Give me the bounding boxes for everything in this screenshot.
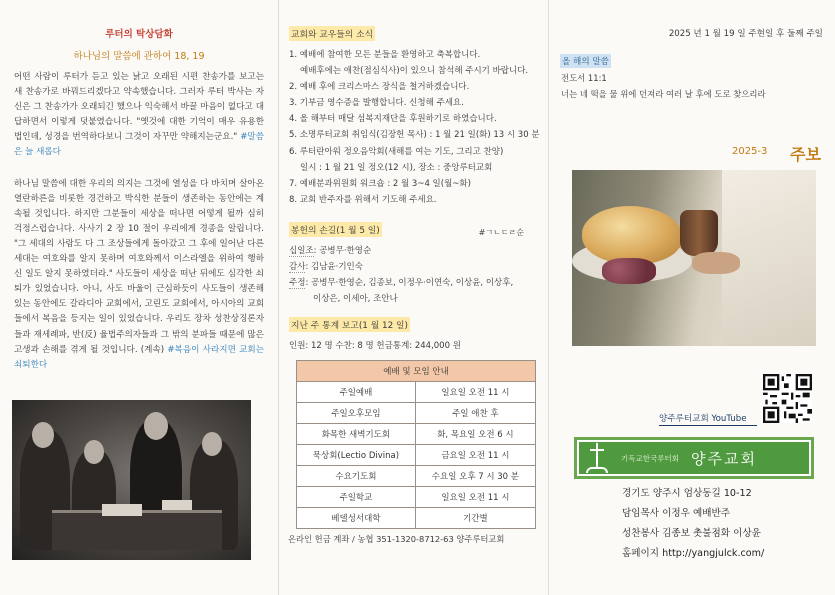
church-name: 양주교회 [690, 449, 757, 468]
schedule-time: 일요일 오전 11 시 [415, 486, 535, 507]
middle-panel [279, 0, 548, 595]
schedule-name: 베델성서대학 [297, 507, 416, 528]
paragraph-2-text: 하나님 말씀에 대한 우리의 의지는 그것에 열성을 다 바치며 살아온 열란하른을 비롯한 경건하고 박식한 분들이 생존하는 동안에는 계속될 것입니다. 하지만 그분들이 세상을 떠나면 어떻게 될까 심히 걱정스럽습니다. 사사기 2 장 10 절이 우리에게 경종을 알립니다. "그 세대의 사람도 다 그 조상들에게 돌아갔고 그 후에 일어난 다른 세대는 여호와를 알지 못하며 여호와께서 이스라엘을 위하여 행하신 일도 알지 못하였더라." 사도들이 세상을 떠난 뒤에도 심각한 쇠퇴가 있었습니다. 아니, 사도 바울이 근심하듯이 사도들이 생존해 있는 동안에도 갈라디아 교회에서, 고린도 교회에서, 아시아의 교회들에서 복음을 등지는 일이 있었습니다. 우리도 장차 성찬상징론자들과 재세례파, 반(反) 율법주의자들과 그 밖의 분파들 때문에 많은 고생과 손해를 겪게 될 것입니다. (계속) [14, 178, 264, 355]
news-title: 교회와 교우들의 소식 [289, 26, 375, 41]
schedule-name: 주일학교 [297, 486, 416, 507]
news-item: 4. 올 해부터 매달 섬복지재단을 후원하기로 하였습니다. [289, 114, 497, 125]
church-address: 경기도 양주시 엄상동길 10-12 [622, 488, 752, 499]
bulletin-date: 2025 년 1 월 19 일 주현일 후 둘째 주일 [668, 29, 823, 39]
news-item: 7. 예배분과위원회 워크숍 : 2 월 3~4 일(월~화) [289, 178, 471, 189]
column-subtitle: 하나님의 말씀에 관하여 18, 19 [73, 51, 205, 62]
news-item: 1. 예배에 참여한 모든 분들을 환영하고 축복합니다. [289, 50, 481, 60]
news-item: 예배후에는 애찬(점심식사)이 있으니 참석해 주시기 바랍니다. [300, 66, 529, 77]
right-panel [549, 0, 835, 595]
table-row [297, 402, 536, 423]
schedule-name: 화목한 새벽기도회 [297, 423, 416, 444]
hashtag-1: #말씀은 늘 새롭다 [14, 132, 264, 158]
news-item: 5. 소명루터교회 취임식(김장헌 목사) : 1 월 21 일(화) 13 시 30 분 [289, 130, 540, 141]
church-pastor: 담임목사 이정우 예배반주 [622, 508, 731, 519]
role-row: 십일조: 공병무·한영순 [289, 245, 372, 256]
role-row: 주정: 공병무·한영순, 김종보, 이정우·이연숙, 이상윤, 이상후, [289, 277, 514, 288]
news-item: 8. 교회 반주자를 위해서 기도해 주세요. [289, 194, 437, 205]
schedule-name: 수요기도회 [297, 465, 416, 486]
paragraph-1-text: 어떤 사람이 루터가 듣고 있는 낡고 오래된 시편 찬송가를 보고는 새 찬송가로 바꿔드리겠다고 약속했습니다. 그러자 루터 박사는 자신은 그 찬송가가 오래되긴 했으나 익숙해서 바꿀 마음이 없다고 대답하면서 이렇게 덧붙였습니다. "옛것에 대한 기억이 매우 유용한 법인데, 성경을 번역하다보니 그것이 자꾸만 약해지는군요." [14, 72, 264, 143]
offering-section [289, 222, 540, 307]
news-item: 6. 루터란아워 정오음악회(새해를 여는 기도, 그리고 찬양) [289, 146, 504, 157]
stats-title: 지난 주 통계 보고(1 월 12 일) [289, 317, 410, 332]
church-staff: 성찬봉사 김종보 촛불점화 이상윤 [622, 528, 761, 539]
bulletin-title: 주보 [790, 145, 821, 164]
schedule-time: 기간별 [415, 507, 535, 528]
cross-icon [585, 441, 611, 475]
news-list [289, 47, 540, 208]
word-of-year-title: 올 해의 말씀 [560, 54, 611, 68]
denomination: 기독교한국루터회 [621, 453, 679, 463]
issue-number: 2025-3 [732, 146, 768, 157]
role-row-cont: 이상은, 이세아, 조안나 [313, 293, 398, 304]
stats-line: 인원: 12 명 수찬: 8 명 헌금통계: 244,000 원 [289, 340, 461, 351]
paragraph-2 [14, 177, 264, 373]
hashtag-2: #복음이 사라지면 교회는 쇠퇴한다 [14, 344, 264, 370]
schedule-time: 금요일 오전 11 시 [415, 444, 535, 465]
handwritten-note: #ㄱㄴㄷㄹ순 [478, 227, 524, 237]
schedule-name: 주일예배 [297, 381, 416, 402]
paragraph-1 [14, 70, 264, 161]
news-item: 일시 : 1 월 21 일 정오(12 시), 장소 : 중앙루터교회 [300, 162, 493, 173]
word-reference: 전도서 11:1 [561, 73, 607, 83]
online-offering-account: 온라인 헌금 계좌 / 농협 351-1320-8712-63 양주루터교회 [288, 534, 505, 544]
youtube-qr-code-icon[interactable] [763, 374, 812, 423]
role-row: 감사: 김남윤·기인숙 [289, 261, 363, 272]
news-item: 2. 예배 후에 크리스마스 장식을 철거하겠습니다. [289, 82, 470, 93]
church-homepage[interactable]: 홈페이지 http://yangjulck.com/ [622, 548, 765, 559]
schedule-name: 주일오후모임 [297, 402, 416, 423]
schedule-name: 묵상회(Lectio Divina) [297, 444, 416, 465]
table-row [297, 486, 536, 507]
luther-table-talk-engraving [12, 400, 251, 560]
table-row [297, 381, 536, 402]
table-row [297, 423, 536, 444]
schedule-table [296, 360, 536, 529]
offering-title: 봉헌의 손길(1 월 5 일) [289, 222, 382, 237]
table-row [297, 444, 536, 465]
stats-section [289, 317, 540, 351]
news-item: 3. 기부금 영수증을 발행합니다. 신청해 주세요. [289, 98, 464, 109]
church-info [622, 484, 764, 564]
schedule-time: 일요일 오전 11 시 [415, 381, 535, 402]
youtube-label: 양주루터교회 YouTube [659, 414, 747, 424]
word-text: 너는 네 떡을 물 위에 던져라 여러 날 후에 도로 찾으리라 [561, 89, 766, 99]
schedule-time: 화, 목요일 오전 6 시 [415, 423, 535, 444]
schedule-header: 예배 및 모임 안내 [297, 360, 536, 381]
church-logo-banner [574, 437, 814, 479]
schedule-time: 주일 애찬 후 [415, 402, 535, 423]
communion-bread-cup-photo [572, 170, 816, 346]
table-row [297, 465, 536, 486]
schedule-time: 수요일 오후 7 시 30 분 [415, 465, 535, 486]
column-title: 루터의 탁상담화 [105, 29, 173, 40]
table-row [297, 507, 536, 528]
youtube-underline [659, 425, 757, 426]
